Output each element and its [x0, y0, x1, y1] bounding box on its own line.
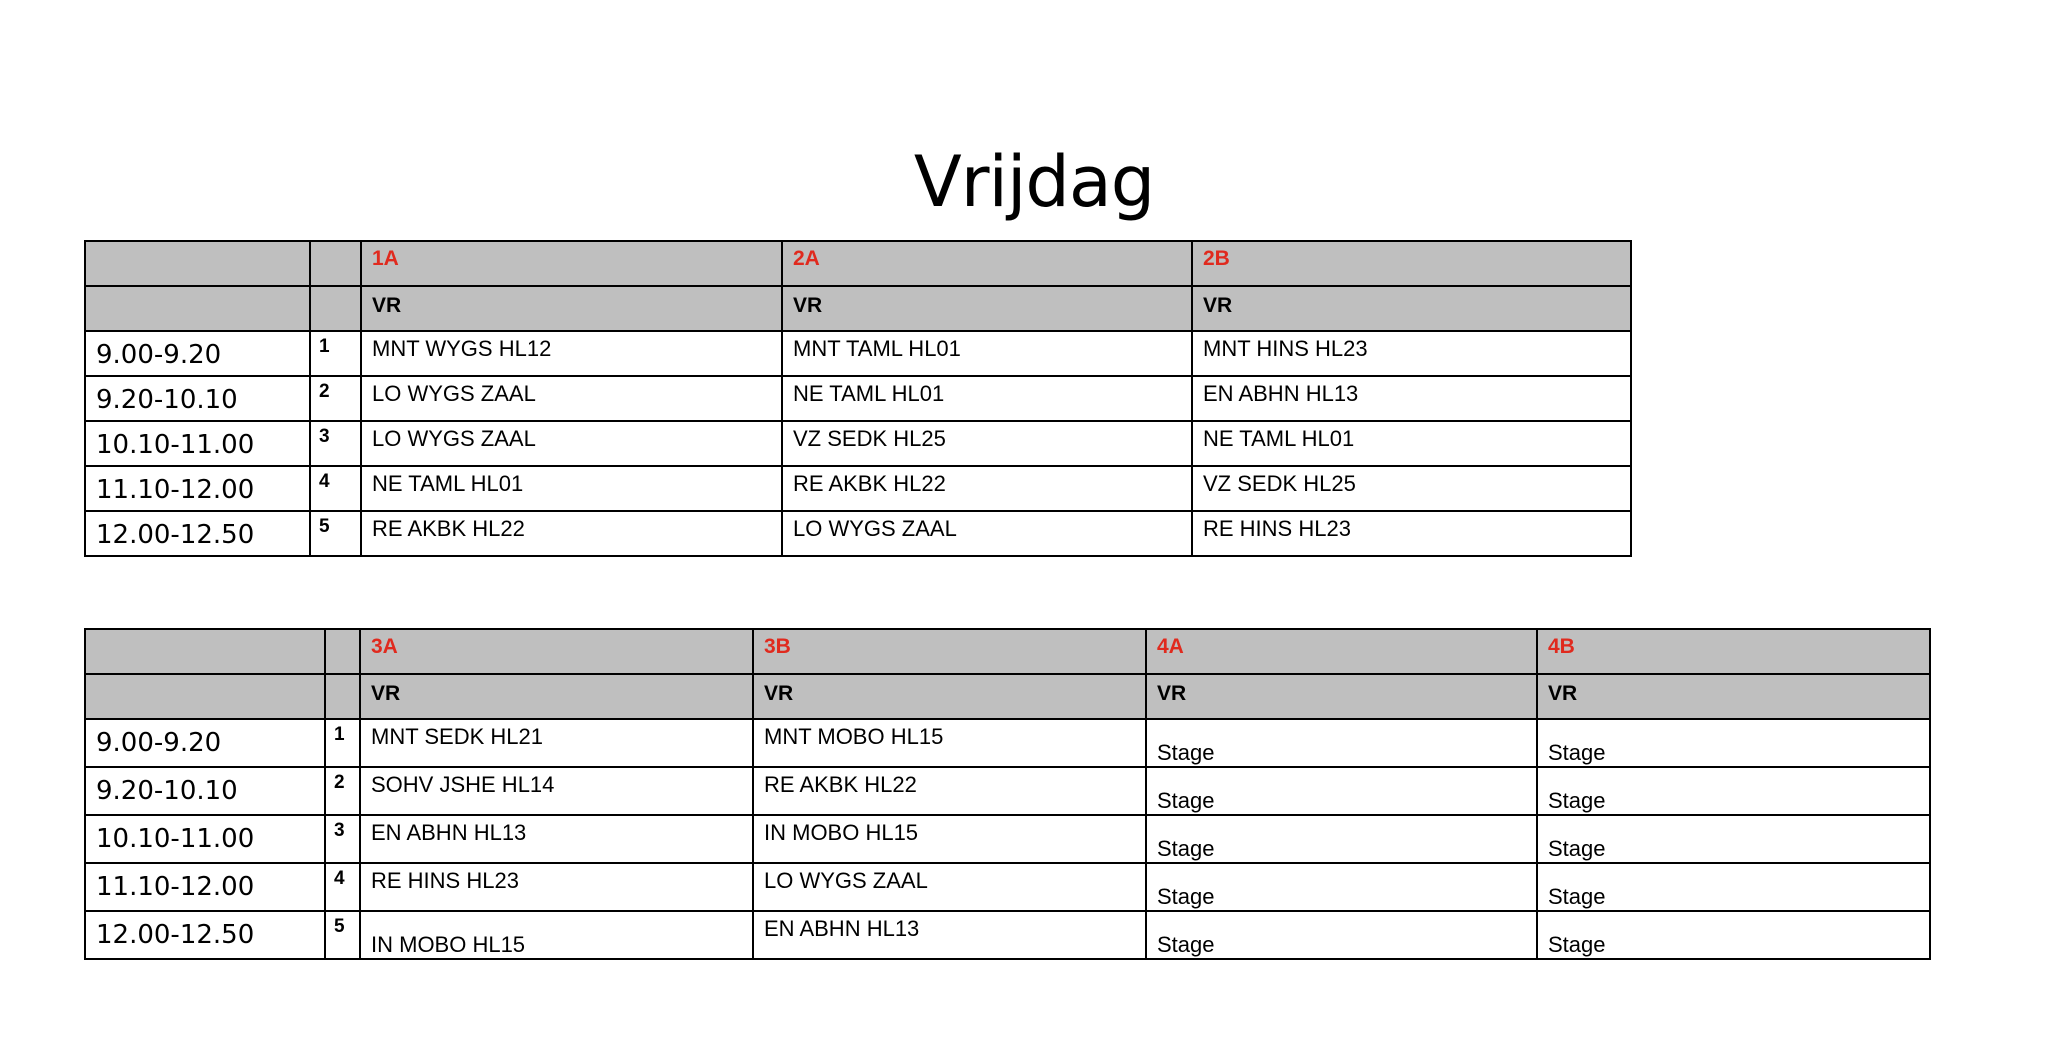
time-cell: 9.20-10.10	[85, 767, 325, 815]
lesson-cell: Stage	[1146, 911, 1537, 959]
subheader-row	[85, 286, 1631, 331]
time-cell: 12.00-12.50	[85, 911, 325, 959]
time-cell: 9.00-9.20	[85, 719, 325, 767]
lesson-cell: EN ABHN HL13	[753, 911, 1146, 959]
lesson-cell: MNT SEDK HL21	[360, 719, 753, 767]
class-header: 2A	[782, 241, 1192, 286]
table-row	[85, 466, 1631, 511]
page-title: Vrijdag	[913, 141, 1155, 223]
class-header: 3A	[360, 629, 753, 674]
lesson-cell: RE AKBK HL22	[361, 511, 782, 556]
lesson-cell: RE AKBK HL22	[782, 466, 1192, 511]
lesson-cell: VZ SEDK HL25	[1192, 466, 1631, 511]
class-header-row	[85, 629, 1930, 674]
lesson-cell: LO WYGS ZAAL	[753, 863, 1146, 911]
lesson-cell: MNT WYGS HL12	[361, 331, 782, 376]
table-row	[85, 911, 1930, 959]
subheader-row	[85, 674, 1930, 719]
subheader-cell: VR	[1192, 286, 1631, 331]
empty-header-cell	[85, 629, 325, 674]
empty-header-cell	[310, 286, 361, 331]
period-number: 5	[310, 511, 361, 556]
table-row	[85, 767, 1930, 815]
lesson-cell: LO WYGS ZAAL	[782, 511, 1192, 556]
time-cell: 9.20-10.10	[85, 376, 310, 421]
lesson-cell: EN ABHN HL13	[1192, 376, 1631, 421]
class-header: 1A	[361, 241, 782, 286]
lesson-cell: Stage	[1146, 863, 1537, 911]
lesson-cell: MNT HINS HL23	[1192, 331, 1631, 376]
class-header-row	[85, 241, 1631, 286]
subheader-cell: VR	[1146, 674, 1537, 719]
subheader-cell: VR	[1537, 674, 1930, 719]
lesson-cell: RE AKBK HL22	[753, 767, 1146, 815]
class-header: 4B	[1537, 629, 1930, 674]
table-row	[85, 719, 1930, 767]
table-row	[85, 421, 1631, 466]
class-header: 4A	[1146, 629, 1537, 674]
class-header: 3B	[753, 629, 1146, 674]
lesson-cell: SOHV JSHE HL14	[360, 767, 753, 815]
period-number: 2	[310, 376, 361, 421]
time-cell: 12.00-12.50	[85, 511, 310, 556]
period-number: 1	[310, 331, 361, 376]
empty-header-cell	[325, 629, 360, 674]
lesson-cell: Stage	[1146, 719, 1537, 767]
schedule-table-2	[84, 628, 1931, 960]
table-row	[85, 376, 1631, 421]
lesson-cell: MNT TAML HL01	[782, 331, 1192, 376]
table-row	[85, 863, 1930, 911]
period-number: 4	[325, 863, 360, 911]
time-cell: 11.10-12.00	[85, 466, 310, 511]
period-number: 2	[325, 767, 360, 815]
class-header: 2B	[1192, 241, 1631, 286]
lesson-cell: MNT MOBO HL15	[753, 719, 1146, 767]
lesson-cell: Stage	[1146, 767, 1537, 815]
lesson-cell: RE HINS HL23	[1192, 511, 1631, 556]
empty-header-cell	[85, 286, 310, 331]
subheader-cell: VR	[753, 674, 1146, 719]
empty-header-cell	[310, 241, 361, 286]
empty-header-cell	[85, 241, 310, 286]
time-cell: 10.10-11.00	[85, 421, 310, 466]
period-number: 3	[325, 815, 360, 863]
lesson-cell: Stage	[1537, 815, 1930, 863]
lesson-cell: Stage	[1537, 767, 1930, 815]
lesson-cell: NE TAML HL01	[361, 466, 782, 511]
lesson-cell: NE TAML HL01	[1192, 421, 1631, 466]
table-row	[85, 815, 1930, 863]
time-cell: 10.10-11.00	[85, 815, 325, 863]
subheader-cell: VR	[360, 674, 753, 719]
lesson-cell: NE TAML HL01	[782, 376, 1192, 421]
lesson-cell: Stage	[1537, 911, 1930, 959]
lesson-cell: IN MOBO HL15	[360, 911, 753, 959]
subheader-cell: VR	[361, 286, 782, 331]
lesson-cell: Stage	[1146, 815, 1537, 863]
table-row	[85, 511, 1631, 556]
empty-header-cell	[325, 674, 360, 719]
period-number: 1	[325, 719, 360, 767]
period-number: 4	[310, 466, 361, 511]
subheader-cell: VR	[782, 286, 1192, 331]
lesson-cell: LO WYGS ZAAL	[361, 376, 782, 421]
schedule-table-1	[84, 240, 1632, 557]
period-number: 3	[310, 421, 361, 466]
lesson-cell: Stage	[1537, 719, 1930, 767]
lesson-cell: IN MOBO HL15	[753, 815, 1146, 863]
lesson-cell: EN ABHN HL13	[360, 815, 753, 863]
lesson-cell: Stage	[1537, 863, 1930, 911]
lesson-cell: RE HINS HL23	[360, 863, 753, 911]
time-cell: 11.10-12.00	[85, 863, 325, 911]
empty-header-cell	[85, 674, 325, 719]
lesson-cell: LO WYGS ZAAL	[361, 421, 782, 466]
lesson-cell: VZ SEDK HL25	[782, 421, 1192, 466]
period-number: 5	[325, 911, 360, 959]
time-cell: 9.00-9.20	[85, 331, 310, 376]
table-row	[85, 331, 1631, 376]
